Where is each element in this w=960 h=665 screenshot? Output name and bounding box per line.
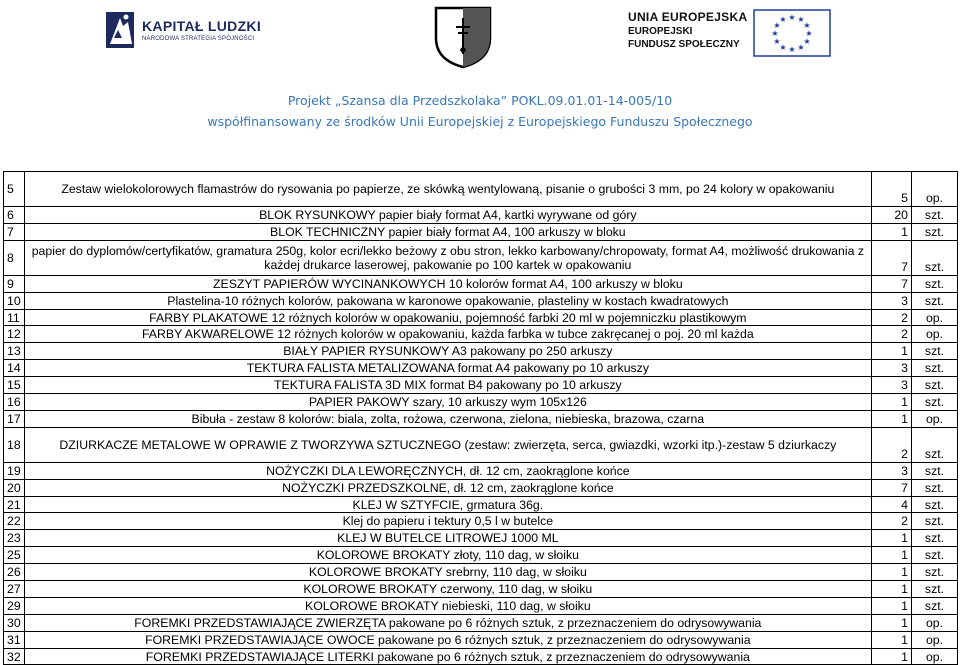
row-description: Bibuła - zestaw 8 kolorów: biala, zolta, rożowa, czerwona, zielona, niebieska, brazowa, czarna [24, 410, 871, 427]
table-row [4, 496, 958, 513]
row-number: 26 [4, 564, 25, 581]
row-number: 5 [4, 172, 25, 207]
kapital-ludzki-emblem-icon [104, 8, 138, 52]
table-row [4, 292, 958, 309]
municipal-crest-icon [432, 4, 494, 70]
row-number: 12 [4, 326, 25, 343]
row-unit: op. [912, 614, 958, 631]
row-quantity: 1 [872, 597, 912, 614]
row-quantity: 1 [872, 530, 912, 547]
row-quantity: 1 [872, 581, 912, 598]
row-unit: szt. [912, 223, 958, 240]
row-number: 30 [4, 614, 25, 631]
row-number: 25 [4, 547, 25, 564]
row-quantity: 1 [872, 564, 912, 581]
table-row [4, 597, 958, 614]
row-unit: szt. [912, 207, 958, 224]
row-unit: op. [912, 326, 958, 343]
row-unit: szt. [912, 240, 958, 275]
row-description: BIAŁY PAPIER RYSUNKOWY A3 pakowany po 250 arkuszy [24, 343, 871, 360]
row-number: 21 [4, 496, 25, 513]
row-description: PAPIER PAKOWY szary, 10 arkuszy wym 105x126 [24, 394, 871, 411]
table-row [4, 343, 958, 360]
project-info [0, 90, 960, 132]
row-quantity: 3 [872, 360, 912, 377]
row-description: KOLOROWE BROKATY niebieski, 110 dag, w słoiku [24, 597, 871, 614]
row-number: 27 [4, 581, 25, 598]
table-row [4, 564, 958, 581]
row-unit: szt. [912, 564, 958, 581]
row-quantity: 4 [872, 496, 912, 513]
row-number: 13 [4, 343, 25, 360]
row-description: TEKTURA FALISTA 3D MIX format B4 pakowany po 10 arkuszy [24, 377, 871, 394]
row-unit: szt. [912, 547, 958, 564]
svg-text:★: ★ [773, 21, 781, 30]
row-unit: op. [912, 648, 958, 665]
row-quantity: 1 [872, 631, 912, 648]
row-unit: szt. [912, 462, 958, 479]
row-number: 11 [4, 309, 25, 326]
eu-flag-icon [752, 8, 832, 58]
row-number: 9 [4, 275, 25, 292]
row-quantity: 1 [872, 648, 912, 665]
row-description: Plastelina-10 różnych kolorów, pakowana w karonowe opakowanie, plasteliny w kostach kwadratowych [24, 292, 871, 309]
kapital-ludzki-logo [104, 6, 262, 54]
row-number: 19 [4, 462, 25, 479]
row-number: 17 [4, 410, 25, 427]
row-quantity: 5 [872, 172, 912, 207]
row-unit: szt. [912, 581, 958, 598]
table-row [4, 614, 958, 631]
row-description: KLEJ W SZTYFCIE, grmatura 36g. [24, 496, 871, 513]
table-row [4, 223, 958, 240]
row-quantity: 1 [872, 614, 912, 631]
row-unit: szt. [912, 513, 958, 530]
row-unit: szt. [912, 530, 958, 547]
table-row [4, 427, 958, 462]
table-row [4, 326, 958, 343]
table-row [4, 581, 958, 598]
eu-logo-line1: UNIA EUROPEJSKA [628, 10, 748, 24]
row-number: 18 [4, 427, 25, 462]
row-unit: szt. [912, 343, 958, 360]
svg-text:★: ★ [788, 13, 796, 22]
table-row [4, 309, 958, 326]
table-row [4, 207, 958, 224]
row-quantity: 1 [872, 223, 912, 240]
supplies-table-body [4, 172, 958, 665]
row-description: NOŻYCZKI DLA LEWORĘCZNYCH, dł. 12 cm, zaokrąglone końce [24, 462, 871, 479]
svg-text:★: ★ [803, 37, 811, 46]
row-quantity: 1 [872, 343, 912, 360]
project-title: Projekt „Szansa dla Przedszkolaka” POKL.09.01.01-14-005/10 [287, 93, 673, 108]
table-row [4, 530, 958, 547]
row-quantity: 20 [872, 207, 912, 224]
row-quantity: 3 [872, 462, 912, 479]
table-row [4, 631, 958, 648]
kapital-ludzki-title: KAPITAŁ LUDZKI [142, 18, 262, 34]
svg-text:★: ★ [773, 37, 781, 46]
row-quantity: 2 [872, 326, 912, 343]
eu-logo [620, 6, 840, 56]
table-row [4, 547, 958, 564]
row-number: 14 [4, 360, 25, 377]
row-unit: szt. [912, 597, 958, 614]
row-quantity: 1 [872, 547, 912, 564]
table-row [4, 479, 958, 496]
row-number: 10 [4, 292, 25, 309]
row-number: 23 [4, 530, 25, 547]
row-description: KLEJ W BUTELCE LITROWEJ 1000 ML [24, 530, 871, 547]
table-row [4, 275, 958, 292]
row-unit: op. [912, 410, 958, 427]
row-unit: op. [912, 309, 958, 326]
row-unit: szt. [912, 377, 958, 394]
row-number: 22 [4, 513, 25, 530]
row-description: KOLOROWE BROKATY czerwony, 110 dag, w słoiku [24, 581, 871, 598]
row-unit: op. [912, 631, 958, 648]
row-unit: szt. [912, 275, 958, 292]
table-row [4, 648, 958, 665]
eu-logo-line2: EUROPEJSKI [628, 26, 693, 37]
row-description: BLOK RYSUNKOWY papier biały format A4, kartki wyrywane od góry [24, 207, 871, 224]
svg-text:★: ★ [797, 43, 805, 52]
row-unit: szt. [912, 292, 958, 309]
svg-text:★: ★ [779, 43, 787, 52]
row-description: DZIURKACZE METALOWE W OPRAWIE Z TWORZYWA SZTUCZNEGO (zestaw: zwierzęta, serca, gwiazdki, wzorki itp.)-zestaw 5 dziurkaczy [24, 427, 871, 462]
row-quantity: 2 [872, 513, 912, 530]
table-row [4, 240, 958, 275]
row-description: TEKTURA FALISTA METALIZOWANA format A4 pakowany po 10 arkuszy [24, 360, 871, 377]
svg-text:★: ★ [797, 15, 805, 24]
supplies-table [3, 171, 958, 665]
row-number: 15 [4, 377, 25, 394]
table-row [4, 172, 958, 207]
row-description: BLOK TECHNICZNY papier biały format A4, 100 arkuszy w bloku [24, 223, 871, 240]
row-quantity: 7 [872, 275, 912, 292]
row-unit: op. [912, 172, 958, 207]
project-funding: współfinansowany ze środków Unii Europejskiej z Europejskiego Funduszu Społecznego [207, 114, 753, 129]
row-description: FOREMKI PRZEDSTAWIAJĄCE OWOCE pakowane po 6 różnych sztuk, z przeznaczeniem do odrysowywania [24, 631, 871, 648]
kapital-ludzki-subtitle: NARODOWA STRATEGIA SPÓJNOŚCI [142, 36, 255, 42]
row-unit: szt. [912, 360, 958, 377]
row-unit: szt. [912, 496, 958, 513]
row-number: 32 [4, 648, 25, 665]
row-quantity: 2 [872, 309, 912, 326]
row-quantity: 2 [872, 427, 912, 462]
svg-text:★: ★ [788, 45, 796, 54]
row-description: NOŻYCZKI PRZEDSZKOLNE, dł. 12 cm, zaokrąglone końce [24, 479, 871, 496]
row-description: papier do dyplomów/certyfikatów, gramatura 250g, kolor ecri/lekko beżowy z obu stron, lekko karbowany/chropowaty, format A4, możliwość drukowania z każdej drukarce laserowej, pakowanie po 100 kartek w opakowaniu [24, 240, 871, 275]
row-unit: szt. [912, 479, 958, 496]
row-quantity: 1 [872, 410, 912, 427]
row-number: 8 [4, 240, 25, 275]
row-number: 20 [4, 479, 25, 496]
row-quantity: 3 [872, 292, 912, 309]
row-description: FOREMKI PRZEDSTAWIAJĄCE ZWIERZĘTA pakowane po 6 różnych sztuk, z przeznaczeniem do odrysowywania [24, 614, 871, 631]
row-description: KOLOROWE BROKATY złoty, 110 dag, w słoiku [24, 547, 871, 564]
svg-text:★: ★ [805, 29, 813, 38]
row-description: Klej do papieru i tektury 0,5 l w butelce [24, 513, 871, 530]
row-number: 31 [4, 631, 25, 648]
table-row [4, 394, 958, 411]
row-number: 6 [4, 207, 25, 224]
table-row [4, 377, 958, 394]
row-description: ZESZYT PAPIERÓW WYCINANKOWYCH 10 kolorów format A4, 100 arkuszy w bloku [24, 275, 871, 292]
row-quantity: 7 [872, 240, 912, 275]
row-unit: szt. [912, 394, 958, 411]
row-description: KOLOROWE BROKATY srebrny, 110 dag, w słoiku [24, 564, 871, 581]
row-unit: szt. [912, 427, 958, 462]
row-description: Zestaw wielokolorowych flamastrów do rysowania po papierze, ze skówką wentylowaną, pisanie o grubości 3 mm, po 24 kolory w opakowaniu [24, 172, 871, 207]
row-quantity: 7 [872, 479, 912, 496]
table-row [4, 513, 958, 530]
table-row [4, 410, 958, 427]
row-number: 16 [4, 394, 25, 411]
table-row [4, 360, 958, 377]
row-number: 29 [4, 597, 25, 614]
row-description: FARBY PLAKATOWE 12 różnych kolorów w opakowaniu, pojemność farbki 20 ml w pojemniczku plastikowym [24, 309, 871, 326]
row-description: FOREMKI PRZEDSTAWIAJĄCE LITERKI pakowane po 6 różnych sztuk, z przeznaczeniem do odrysowywania [24, 648, 871, 665]
row-quantity: 1 [872, 394, 912, 411]
row-description: FARBY AKWARELOWE 12 różnych kolorów w opakowaniu, każda farbka w tubce zakręcanej o poj. 20 ml każda [24, 326, 871, 343]
eu-logo-line3: FUNDUSZ SPOŁECZNY [628, 39, 740, 50]
table-row [4, 462, 958, 479]
svg-text:★: ★ [771, 29, 779, 38]
svg-text:★: ★ [779, 15, 787, 24]
row-number: 7 [4, 223, 25, 240]
document-header [0, 0, 960, 160]
row-quantity: 3 [872, 377, 912, 394]
svg-text:★: ★ [803, 21, 811, 30]
